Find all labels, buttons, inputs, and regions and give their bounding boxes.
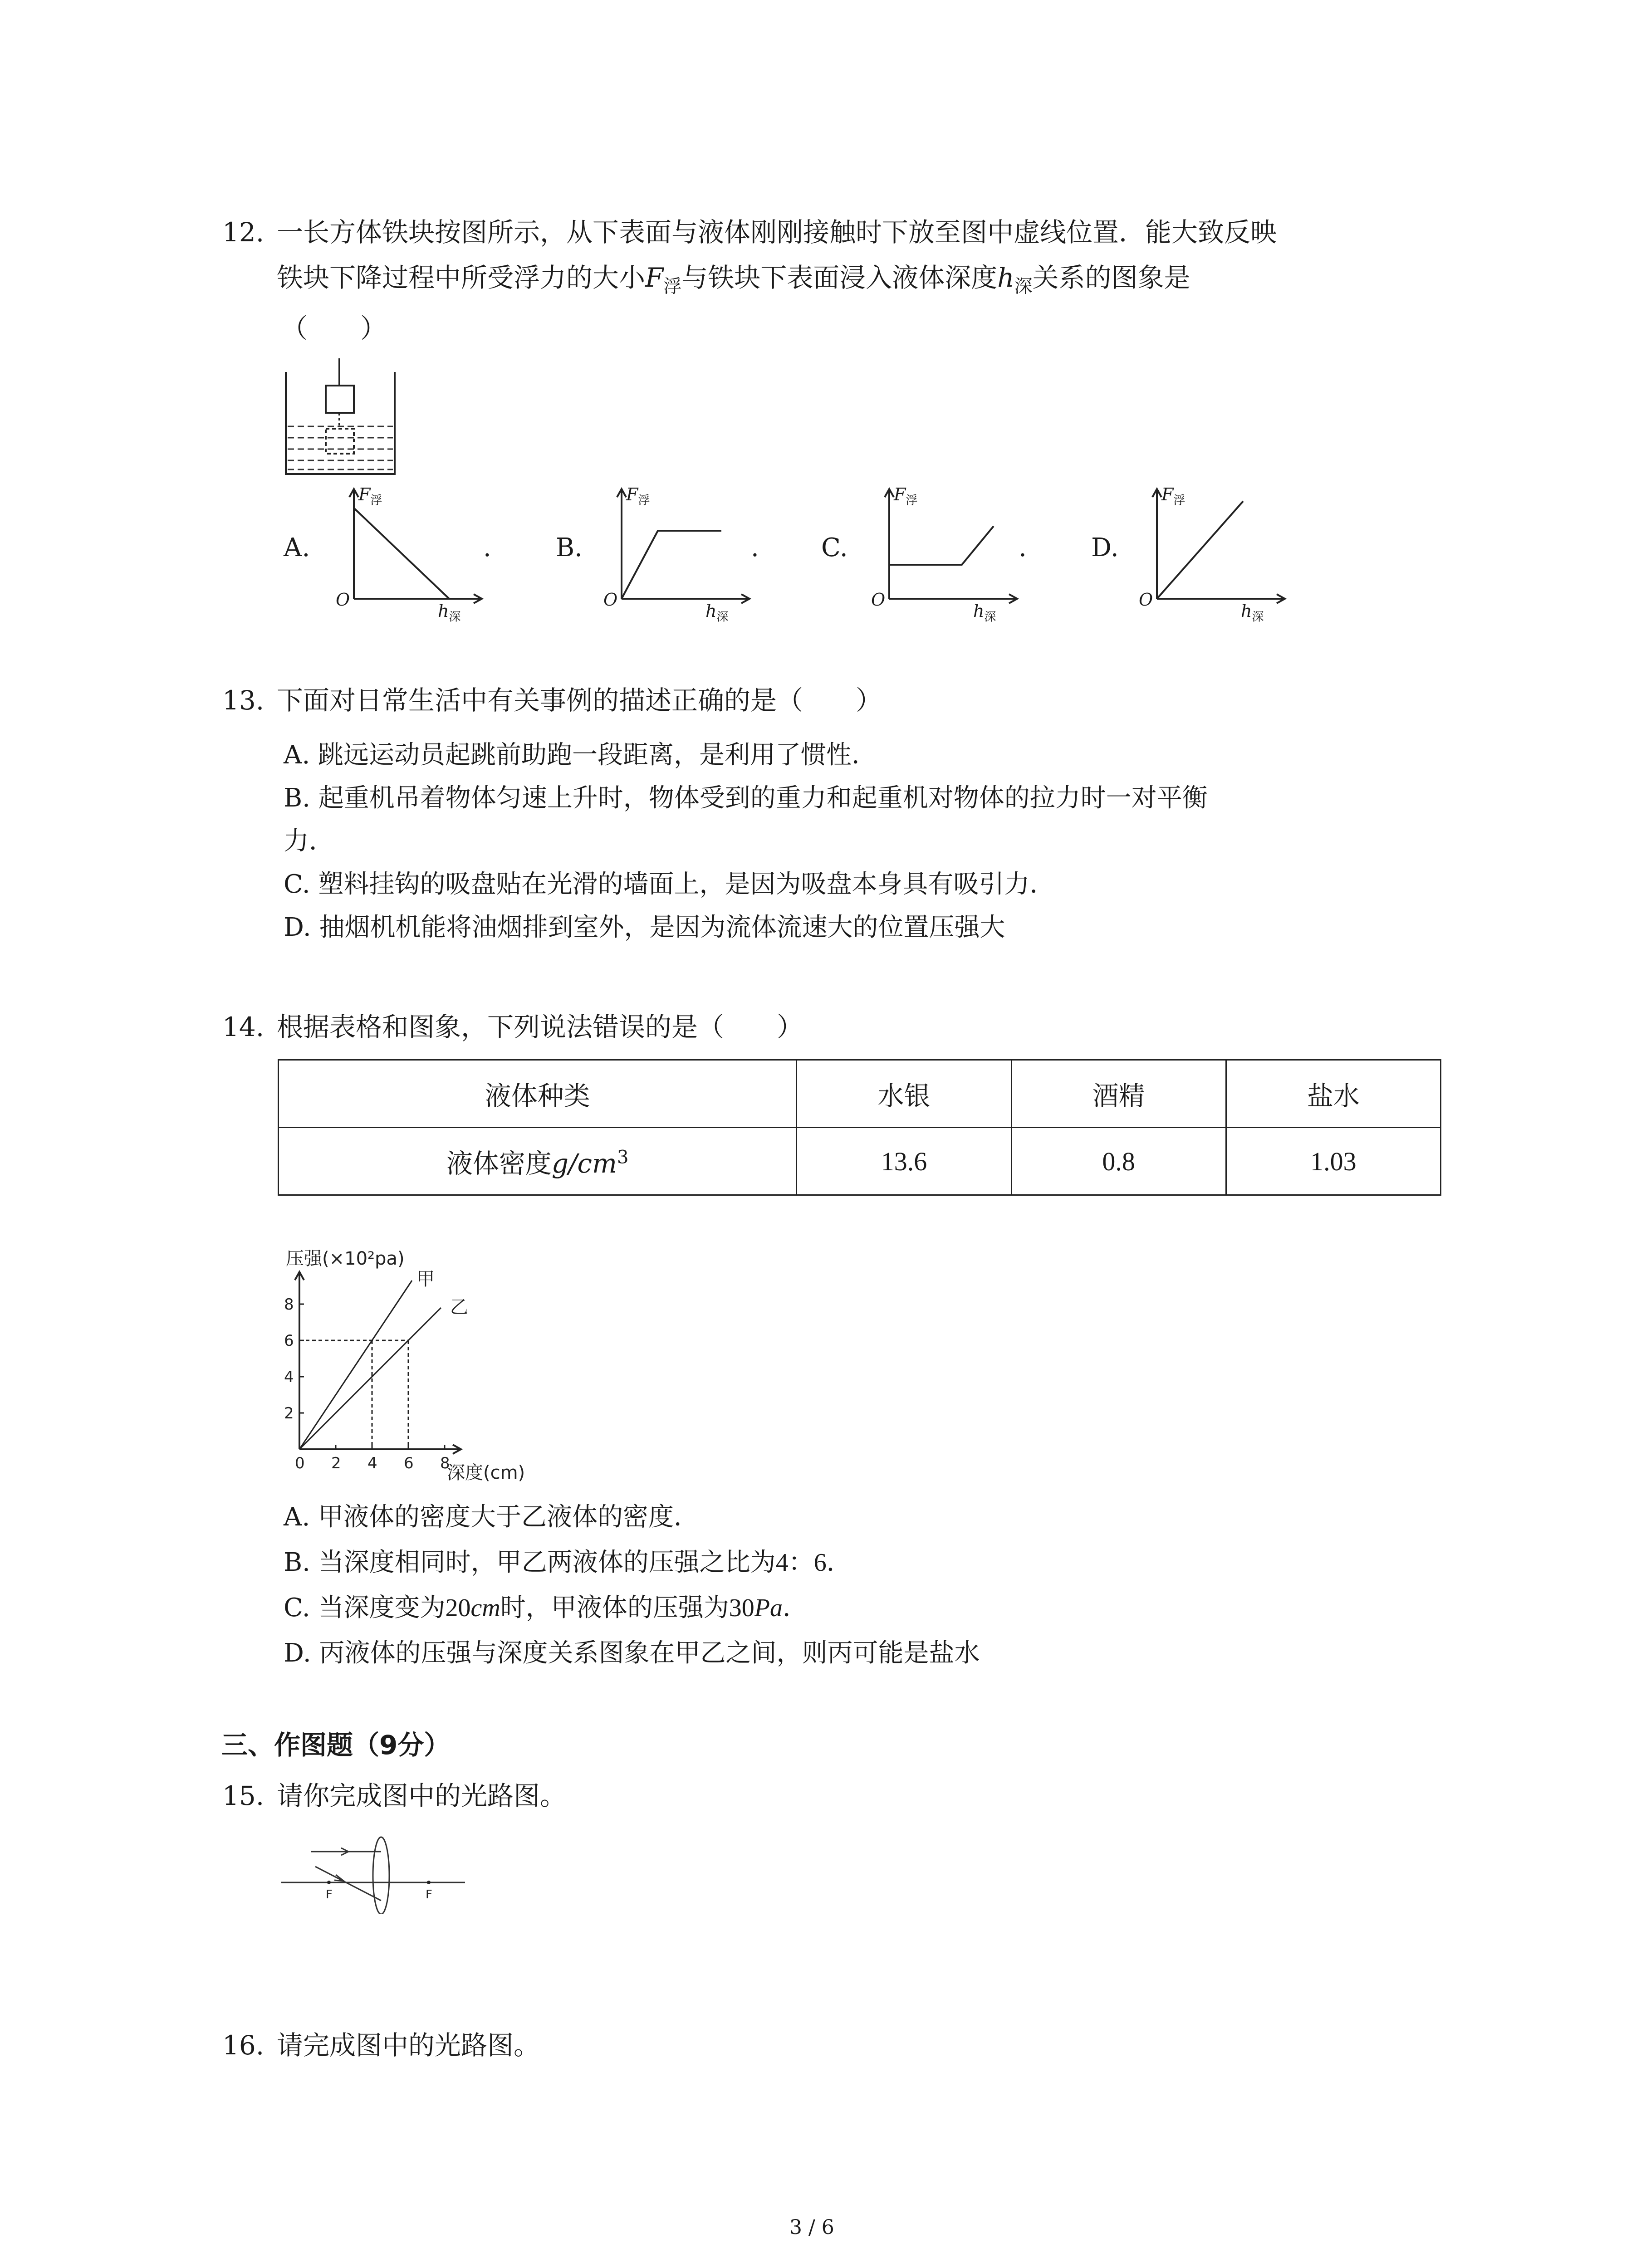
q13-option-b-line1[interactable]: B. 起重机吊着物体匀速上升时，物体受到的重力和起重机对物体的拉力时一对平衡 (284, 783, 1208, 813)
series-line (299, 1281, 412, 1449)
q14-c-end: ． (782, 1593, 808, 1623)
series-label: 乙 (450, 1297, 468, 1318)
q12-d-y-sub: 浮 (1173, 494, 1185, 508)
q12-b-y-label (626, 484, 650, 508)
q13-option-d[interactable]: D. 抽烟机机能将油烟排到室外，是因为流体流速大的位置压强大 (284, 913, 1005, 942)
q12-a-x-label (438, 601, 461, 625)
q12-d-line (1157, 501, 1243, 599)
q13-number: 13. (222, 685, 265, 716)
q12-option-b-letter[interactable]: B. (556, 533, 583, 562)
q12-number: 12. (222, 217, 265, 248)
q14-stem: 根据表格和图象，下列说法错误的是（ ） (277, 1012, 803, 1042)
y-tick-label: 4 (284, 1368, 294, 1386)
x-tick-label: 8 (440, 1454, 450, 1472)
q12-c-x-sub: 深 (984, 610, 996, 624)
q16-number: 16. (222, 2030, 265, 2061)
q12-a-y-symbol: F (358, 484, 371, 504)
q12-option-a-graph[interactable] (327, 481, 508, 626)
q13-stem: 下面对日常生活中有关事例的描述正确的是（ ） (277, 685, 882, 716)
q14-b-ratio: 4：6 (775, 1549, 827, 1577)
table-header-cell: 盐水 (1226, 1060, 1440, 1128)
q12-c-y-sub: 浮 (906, 494, 918, 508)
iron-block-dashed-position (326, 429, 354, 454)
table-cell: 1.03 (1226, 1128, 1440, 1195)
q14-number: 14. (222, 1012, 265, 1042)
q12-b-x-label (705, 601, 729, 625)
x-tick-label: 6 (404, 1454, 414, 1472)
page-number: 3 / 6 (789, 2216, 834, 2239)
q12-line2 (277, 262, 1190, 298)
q14-c-depth: 20 (445, 1594, 471, 1622)
q12-d-x-sub: 深 (1252, 610, 1264, 624)
liquid-surface (288, 426, 393, 469)
q12-line2-a: 铁块下降过程中所受浮力的大小 (277, 262, 646, 293)
q12-h-symbol: h (997, 262, 1014, 293)
q12-b-y-sub: 浮 (638, 494, 650, 508)
table-header-cell: 水银 (797, 1060, 1011, 1128)
x-tick-label: 4 (367, 1454, 377, 1472)
table-cell: 13.6 (797, 1128, 1011, 1195)
q14-c-pressure-unit: Pa (754, 1594, 783, 1622)
section-heading: 三、作图题（9分） (221, 1730, 451, 1760)
table-cell: 0.8 (1011, 1128, 1226, 1195)
q12-d-x-label (1241, 601, 1264, 625)
q12-d-y-label (1161, 484, 1185, 508)
series-line (299, 1308, 441, 1449)
y-tick-label: 6 (284, 1332, 294, 1350)
q12-a-y-sub: 浮 (370, 494, 382, 508)
q12-option-c-graph[interactable] (862, 481, 1043, 626)
q12-c-period: . (1019, 533, 1027, 562)
q14-b-end: ． (826, 1548, 852, 1577)
table-row (279, 1128, 1441, 1195)
q12-option-d-letter[interactable]: D. (1091, 533, 1119, 562)
chart-y-axis-label: 压强(×10²pa) (286, 1248, 405, 1269)
incident-ray-through-focus (315, 1867, 381, 1901)
chart-x-axis-label: 深度(cm) (447, 1462, 525, 1483)
q13-option-a[interactable]: A. 跳远运动员起跳前助跑一段距离，是利用了惯性． (284, 740, 877, 770)
q12-line2-b: 与铁块下表面浸入液体深度 (681, 262, 998, 293)
q12-a-period: . (483, 533, 491, 562)
pressure-depth-chart (281, 1243, 535, 1488)
q13-option-b-line2[interactable]: 力． (284, 826, 334, 856)
density-label: 液体密度 (446, 1148, 552, 1179)
q12-b-y-symbol: F (626, 484, 638, 504)
q12-option-c-letter[interactable]: C. (821, 533, 848, 562)
table-header-row (279, 1060, 1441, 1128)
density-unit-exponent: 3 (617, 1147, 629, 1168)
q12-F-sub: 浮 (663, 276, 682, 297)
q12-option-a-letter[interactable]: A. (284, 533, 310, 562)
table-header-cell: 液体种类 (279, 1060, 797, 1128)
q14-option-c[interactable] (284, 1588, 808, 1624)
q15-number: 15. (222, 1780, 265, 1811)
q12-d-origin: O (1139, 590, 1153, 610)
x-tick-label: 0 (295, 1454, 305, 1472)
density-unit: g/cm (551, 1148, 617, 1179)
lens-diagram (281, 1833, 467, 1914)
q12-a-x-symbol: h (438, 601, 449, 621)
q14-c-unit: cm (470, 1594, 500, 1622)
q12-h-sub: 深 (1014, 276, 1033, 297)
focus-label-right: F (426, 1888, 432, 1901)
q12-c-x-symbol: h (973, 601, 985, 621)
q16-stem: 请完成图中的光路图。 (277, 2030, 540, 2061)
q14-c-pressure: 30 (729, 1594, 754, 1622)
table-header-cell: 酒精 (1011, 1060, 1226, 1128)
q14-c-text: C. 当深度变为 (284, 1593, 446, 1623)
q12-a-x-sub: 深 (449, 610, 461, 624)
q14-c-text2: 时，甲液体的压强为 (500, 1593, 729, 1623)
q14-option-a[interactable]: A. 甲液体的密度大于乙液体的密度． (284, 1502, 700, 1532)
focus-label-left: F (326, 1888, 333, 1901)
convex-lens (373, 1837, 389, 1914)
q14-option-b[interactable] (284, 1542, 852, 1579)
q12-b-x-sub: 深 (716, 610, 729, 624)
q12-b-origin: O (603, 590, 618, 610)
q12-line1: 一长方体铁块按图所示，从下表面与液体刚刚接触时下放至图中虚线位置．能大致反映 (277, 217, 1277, 248)
q12-option-b-graph[interactable] (594, 481, 776, 626)
q12-answer-blank: （ ） (281, 313, 387, 344)
y-tick-label: 8 (284, 1295, 294, 1314)
beaker-figure (281, 358, 399, 481)
q14-option-d[interactable]: D. 丙液体的压强与深度关系图象在甲乙之间，则丙可能是盐水 (284, 1638, 980, 1668)
q12-b-period: . (751, 533, 759, 562)
q12-line2-c: 关系的图象是 (1032, 262, 1190, 293)
q15-stem: 请你完成图中的光路图。 (277, 1780, 567, 1811)
q12-c-line (889, 526, 994, 565)
q12-c-origin: O (871, 590, 886, 610)
q12-d-x-symbol: h (1241, 601, 1252, 621)
q12-a-line (354, 508, 449, 599)
chart-axes (295, 1272, 461, 1454)
q14-b-text: B. 当深度相同时，甲乙两液体的压强之比为 (284, 1548, 776, 1577)
q12-F-symbol: F (645, 262, 664, 293)
q12-b-line (622, 531, 721, 599)
y-tick-label: 2 (284, 1404, 294, 1422)
q12-c-x-label (973, 601, 996, 625)
q12-option-d-graph[interactable] (1130, 481, 1311, 626)
q12-b-x-symbol: h (705, 601, 717, 621)
q12-d-y-symbol: F (1161, 484, 1174, 504)
q12-a-origin: O (336, 590, 350, 610)
q12-c-y-label (894, 484, 917, 508)
q12-c-y-symbol: F (894, 484, 906, 504)
series-label: 甲 (416, 1269, 435, 1290)
table-row-label (279, 1128, 797, 1195)
q12-a-y-label (358, 484, 382, 508)
density-table (278, 1059, 1441, 1196)
iron-block (326, 386, 354, 413)
q13-option-c[interactable]: C. 塑料挂钩的吸盘贴在光滑的墙面上，是因为吸盘本身具有吸引力． (284, 870, 1055, 899)
x-tick-label: 2 (331, 1454, 341, 1472)
